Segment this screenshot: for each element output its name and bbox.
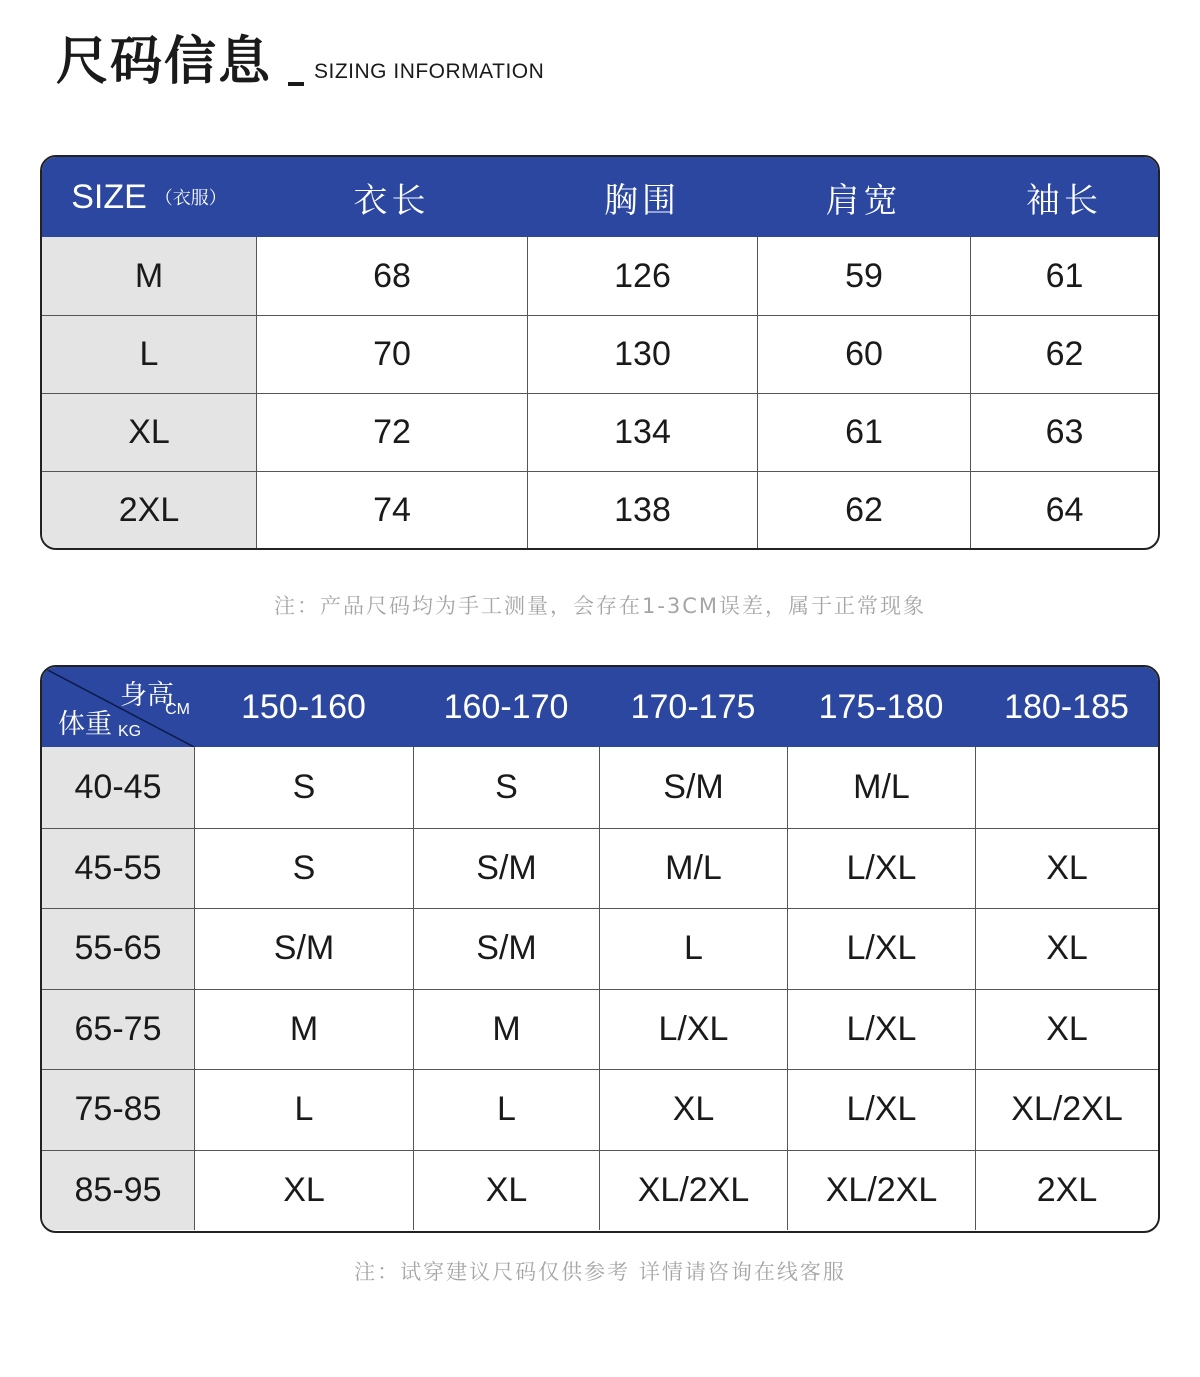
recommendation-cell: M <box>194 990 413 1070</box>
size-cell: 70 <box>256 316 527 393</box>
recommendation-cell: L <box>413 1070 599 1150</box>
size-cell: 74 <box>256 472 527 549</box>
recommendation-cell: L/XL <box>787 1070 975 1150</box>
header-size-label: SIZE <box>71 177 147 216</box>
size-cell: 130 <box>527 316 757 393</box>
size-recommendation-table <box>40 665 1160 1233</box>
table-row <box>42 828 1158 909</box>
recommendation-cell: S/M <box>599 747 787 828</box>
size-cell: 126 <box>527 237 757 315</box>
recommendation-cell: XL <box>975 829 1158 909</box>
recommendation-cell <box>975 747 1158 828</box>
size-cell: 61 <box>757 394 970 471</box>
recommendation-cell: S/M <box>413 909 599 989</box>
recommendation-cell: S/M <box>194 909 413 989</box>
recommendation-cell: L/XL <box>787 829 975 909</box>
table-row <box>42 989 1158 1070</box>
size-cell: 134 <box>527 394 757 471</box>
height-col-header: 160-170 <box>443 687 569 726</box>
height-col-header: 175-180 <box>818 687 944 726</box>
header-shoulder: 肩宽 <box>825 180 902 221</box>
title-separator <box>288 82 304 86</box>
recommendation-cell-label: 45-55 <box>42 829 194 909</box>
size-cell: 64 <box>970 472 1158 549</box>
size-cell: 138 <box>527 472 757 549</box>
recommendation-cell: S <box>194 747 413 828</box>
header-size-note: （衣服） <box>154 188 227 209</box>
weight-unit: KG <box>118 723 142 740</box>
size-cell: 62 <box>757 472 970 549</box>
header-length: 衣长 <box>353 180 430 221</box>
recommendation-cell: S <box>194 829 413 909</box>
size-cell: 59 <box>757 237 970 315</box>
recommendation-cell: XL <box>599 1070 787 1150</box>
table-row <box>42 1150 1158 1231</box>
recommendation-cell: S/M <box>413 829 599 909</box>
height-unit: CM <box>165 701 190 718</box>
recommendation-cell: L/XL <box>787 990 975 1070</box>
recommendation-cell-label: 75-85 <box>42 1070 194 1150</box>
recommendation-cell: XL <box>975 990 1158 1070</box>
table-row <box>42 237 1158 315</box>
size-cell: 60 <box>757 316 970 393</box>
recommendation-cell: L <box>194 1070 413 1150</box>
recommendation-table-header <box>42 667 1158 747</box>
title-english: SIZING INFORMATION <box>314 60 545 83</box>
title-chinese: 尺码信息 <box>56 32 273 92</box>
recommendation-cell: XL <box>194 1151 413 1231</box>
table-row <box>42 1069 1158 1150</box>
size-cell-label: 2XL <box>42 472 256 549</box>
height-label: 身高 <box>120 680 174 711</box>
recommendation-cell: S <box>413 747 599 828</box>
recommendation-cell: L/XL <box>599 990 787 1070</box>
header-sleeve: 袖长 <box>1026 180 1102 221</box>
recommendation-cell: XL/2XL <box>599 1151 787 1231</box>
garment-table-header <box>42 157 1158 237</box>
corner-header <box>42 667 194 747</box>
height-col-header: 180-185 <box>1004 687 1129 726</box>
measurement-note: 注：产品尺码均为手工测量，会存在1-3CM误差，属于正常现象 <box>273 594 927 618</box>
size-cell-label: XL <box>42 394 256 471</box>
recommendation-cell: M/L <box>599 829 787 909</box>
recommendation-cell: XL/2XL <box>787 1151 975 1231</box>
table-row <box>42 393 1158 471</box>
recommendation-cell: XL <box>975 909 1158 989</box>
table-row <box>42 908 1158 989</box>
header-chest: 胸围 <box>604 180 680 221</box>
recommendation-cell: XL/2XL <box>975 1070 1158 1150</box>
recommendation-cell-label: 65-75 <box>42 990 194 1070</box>
header-size <box>42 157 256 237</box>
size-cell: 62 <box>970 316 1158 393</box>
table-row <box>42 315 1158 393</box>
garment-size-table <box>40 155 1160 550</box>
recommendation-cell: M <box>413 990 599 1070</box>
page-title <box>56 32 544 92</box>
table-row <box>42 471 1158 549</box>
recommendation-cell-label: 55-65 <box>42 909 194 989</box>
recommendation-cell: XL <box>413 1151 599 1231</box>
size-cell: 61 <box>970 237 1158 315</box>
table-row <box>42 747 1158 828</box>
recommendation-note: 注：试穿建议尺码仅供参考 详情请咨询在线客服 <box>354 1260 846 1284</box>
recommendation-cell: 2XL <box>975 1151 1158 1231</box>
recommendation-cell: L/XL <box>787 909 975 989</box>
size-cell-label: L <box>42 316 256 393</box>
recommendation-cell: M/L <box>787 747 975 828</box>
recommendation-cell-label: 40-45 <box>42 747 194 828</box>
size-cell: 68 <box>256 237 527 315</box>
height-col-header: 150-160 <box>241 687 366 726</box>
recommendation-cell-label: 85-95 <box>42 1151 194 1231</box>
height-col-header: 170-175 <box>630 687 756 726</box>
recommendation-cell: L <box>599 909 787 989</box>
size-cell: 72 <box>256 394 527 471</box>
weight-label: 体重 <box>58 709 112 740</box>
size-cell-label: M <box>42 237 256 315</box>
size-cell: 63 <box>970 394 1158 471</box>
